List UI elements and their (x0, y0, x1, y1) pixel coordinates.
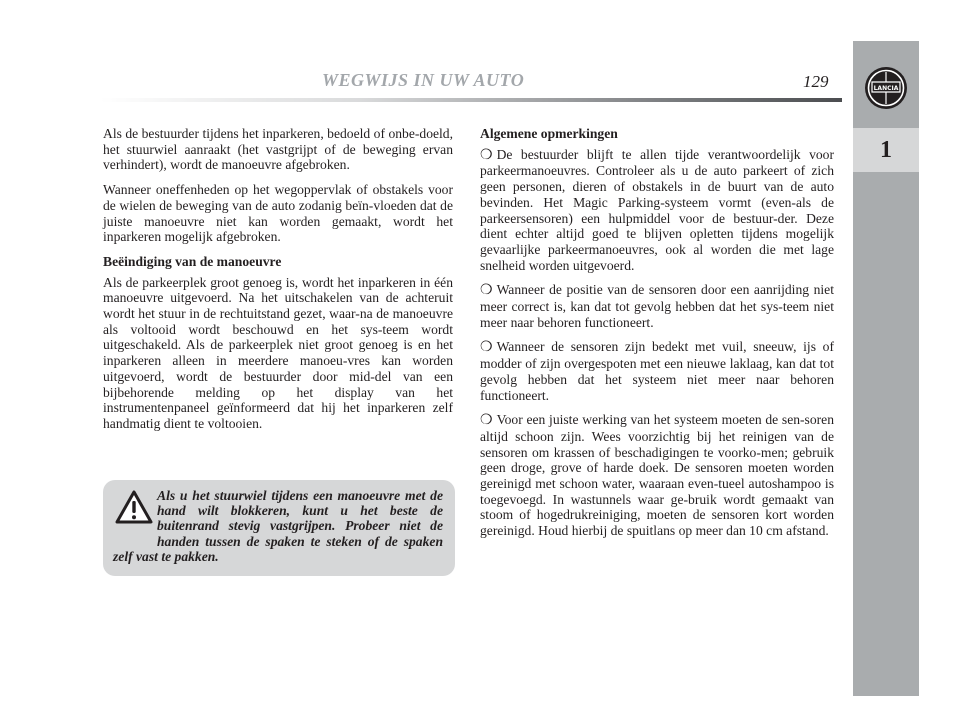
warning-text: Als u het stuurwiel tijdens een manoeuvre met de hand wilt blokkeren, kunt u het beste de buitenrand stevig vastgrijpen. Probeer niet de handen tussen de spaken te steken of de spaken zelf vast te pakken. (113, 488, 443, 564)
section-subheading: Beëindiging van de manoeuvre (103, 253, 282, 269)
section-heading: Algemene opmerkingen (480, 126, 618, 141)
page-header-title: WEGWIJS IN UW AUTO (322, 70, 525, 90)
bullet-text: Voor een juiste werking van het systeem moeten de sen-soren altijd schoon zijn. Wees voorzichtig bij het reinigen van de sensoren om krassen of beschadigingen te voorko-men; gebruik geen droge, grove of harde doek. De sensoren moeten worden gereinigd met schoon water, waaraan even-tueel autoshampoo is toegevoegd. In wastunnels waar ge-bruik wordt gemaakt van stoom of hogedrukreiniging, moeten de sensoren kort worden gereinigd. Houd hierbij de spuitlans op meer dan 10 cm afstand. (480, 412, 834, 539)
left-column (103, 126, 453, 441)
bullet-item (480, 412, 834, 539)
chapter-tab[interactable]: 1 (853, 128, 919, 172)
paragraph: Als de bestuurder tijdens het inparkeren, bedoeld of onbe-doeld, het stuurwiel aanraakt (het vastgrijpt of de beweging ervan verhindert), wordt de manoeuvre afgebroken. (103, 126, 453, 173)
bullet-circle-icon: ❍ (480, 340, 493, 356)
paragraph: Wanneer oneffenheden op het wegoppervlak of obstakels voor de wielen de beweging van de auto zodanig beïn-vloeden dat de juiste manoeuvre niet kan worden gemaakt, wordt het inparkeren mogelijk afgebroken. (103, 182, 453, 245)
bullet-item (480, 147, 834, 274)
bullet-text: Wanneer de positie van de sensoren door een aanrijding niet meer correct is, kan dat tot gevolg hebben dat het sys-teem niet meer naar behoren functioneert. (480, 282, 834, 330)
bullet-item (480, 339, 834, 403)
bullet-circle-icon: ❍ (480, 413, 493, 429)
logo-text: LANCIA (873, 85, 899, 92)
header-divider (100, 98, 842, 102)
bullet-text: Wanneer de sensoren zijn bedekt met vuil, sneeuw, ijs of modder of zijn overgespoten met een nieuwe laklaag, kan dat tot gevolg hebben dat het systeem niet meer naar behoren functioneert. (480, 339, 834, 403)
bullet-circle-icon: ❍ (480, 283, 493, 299)
page-number: 129 (803, 72, 829, 91)
paragraph: Als de parkeerplek groot genoeg is, wordt het inparkeren in één manoeuvre uitgevoerd. Na het uitschakelen van de achteruit wordt het stuur in de rechtuitstand gezet, waar-na de manoeuvre als voltooid wordt beschouwd en het sys-teem wordt uitgeschakeld. Als de parkeerplek niet groot genoeg is en het inparkeren alleen in meerdere manoeu-vres kan worden uitgevoerd, wordt de bestuurder door mid-del van een bijbehorende melding op het display van het instrumentenpaneel geïnformeerd dat hij het inparkeren zelf handmatig dient te voltooien. (103, 274, 453, 431)
lancia-logo-icon (864, 66, 908, 110)
bullet-circle-icon: ❍ (480, 147, 493, 163)
bullet-item (480, 282, 834, 330)
warning-box (103, 480, 455, 576)
bullet-text: De bestuurder blijft te allen tijde verantwoordelijk voor parkeermanoeuvres. Controleer als u de auto parkeert of zich geen personen, dieren of obstakels in de buurt van de auto bevinden. Het Magic Parking-systeem vormt (even-als de parkeersensoren) een hulpmiddel voor de bestuur-der. Deze dient echter altijd goed te blijven opletten tijdens mogelijk gevaarlijke parkeermanoeuvres, ook al worden die met lage snelheid worden uitgevoerd. (480, 146, 834, 273)
right-column (480, 126, 834, 548)
